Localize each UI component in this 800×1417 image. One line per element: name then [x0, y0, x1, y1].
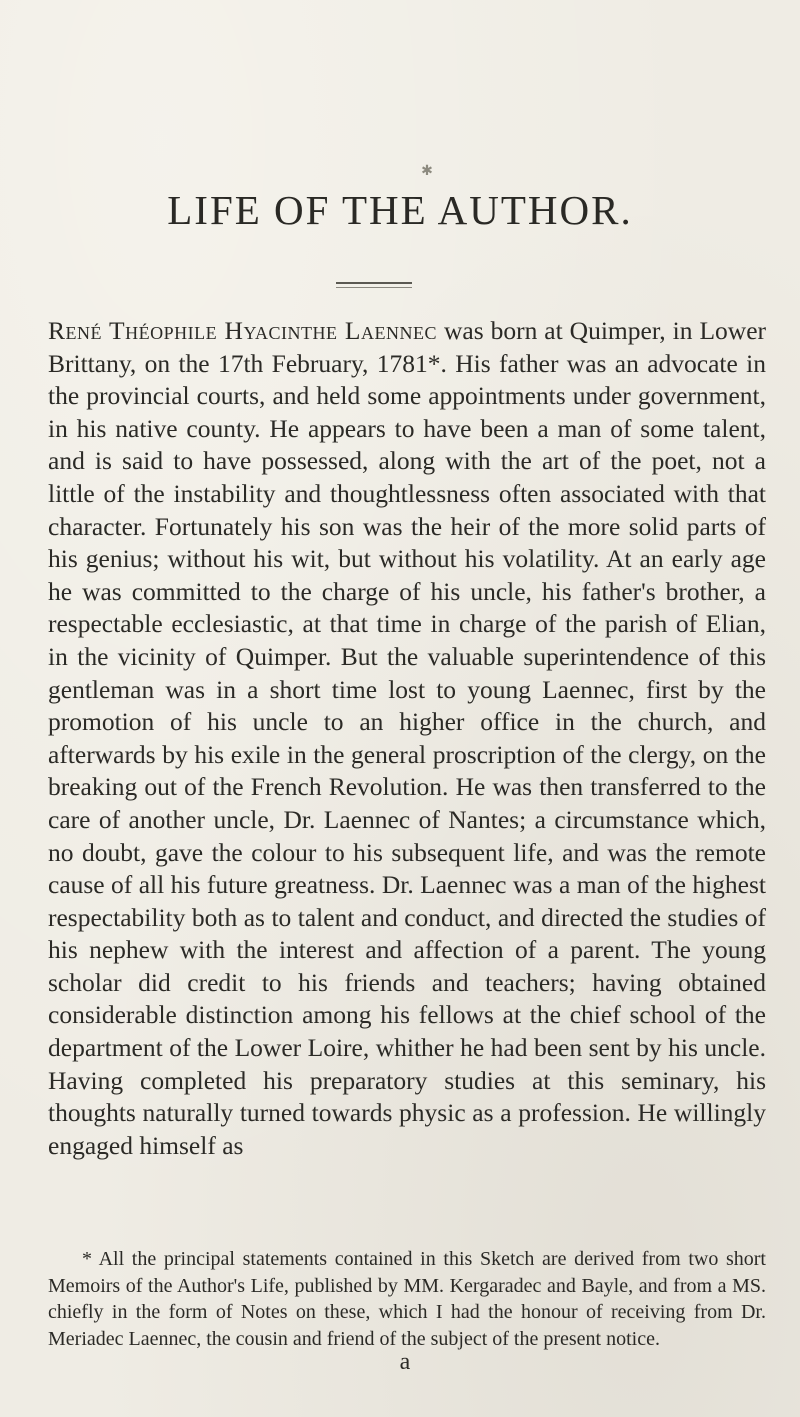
body-text-rest: was born at Quimper, in Lower Brittany, on the 17th February, 1781*. His father was an advocate in the provincial courts, and held some appointments under government, in his native county. He appears to have been a man of some talent, and is said to have possessed, along with the art of the poet, not a little of the instability and thoughtlessness often associated with that character. Fortunately his son was the heir of the more solid parts of his genius; without his wit, but without his volatility. At an early age he was committed to the charge of his uncle, his father's brother, a respectable ecclesiastic, at that time in charge of the parish of Elian, in the vicinity of Quimper. But the valuable superintendence of this gentleman was in a short time lost to young Laennec, first by the promotion of his uncle to an higher office in the church, and afterwards by his exile in the general proscription of the clergy, on the breaking out of the French Revolution. He was then transferred to the care of another uncle, Dr. Laennec of Nantes; a circumstance which, no doubt, gave the colour to his subsequent life, and was the remote cause of all his future greatness. Dr. Laennec was a man of the highest respectability both as to talent and conduct, and directed the studies of his nephew with the interest and affection of a parent. The young scholar did credit to his friends and teachers; having obtained considerable distinction among his fellows at the chief school of the department of the Lower Loire, whither he had been sent by his uncle. Having completed his preparatory studies at this seminary, his thoughts naturally turned towards physic as a profession. He willingly engaged himself as	[48, 316, 767, 1160]
title-rule-thin	[336, 287, 412, 288]
body-paragraph	[48, 315, 766, 1162]
body-lead-name: René Théophile Hyacinthe Laennec	[48, 316, 437, 345]
page-title: LIFE OF THE AUTHOR.	[167, 187, 633, 233]
signature-mark: a	[399, 1349, 411, 1375]
title-rule	[336, 282, 412, 284]
footnote: * All the principal statements contained in this Sketch are derived from two short Memoirs of the Author's Life, published by MM. Kergaradec and Bayle, and from a MS. chiefly in the form of Notes on these, which I had the honour of receiving from Dr. Meriadec Laennec, the cousin and friend of the subject of the present notice.	[48, 1248, 766, 1350]
ornament-icon: ✱	[421, 164, 433, 179]
